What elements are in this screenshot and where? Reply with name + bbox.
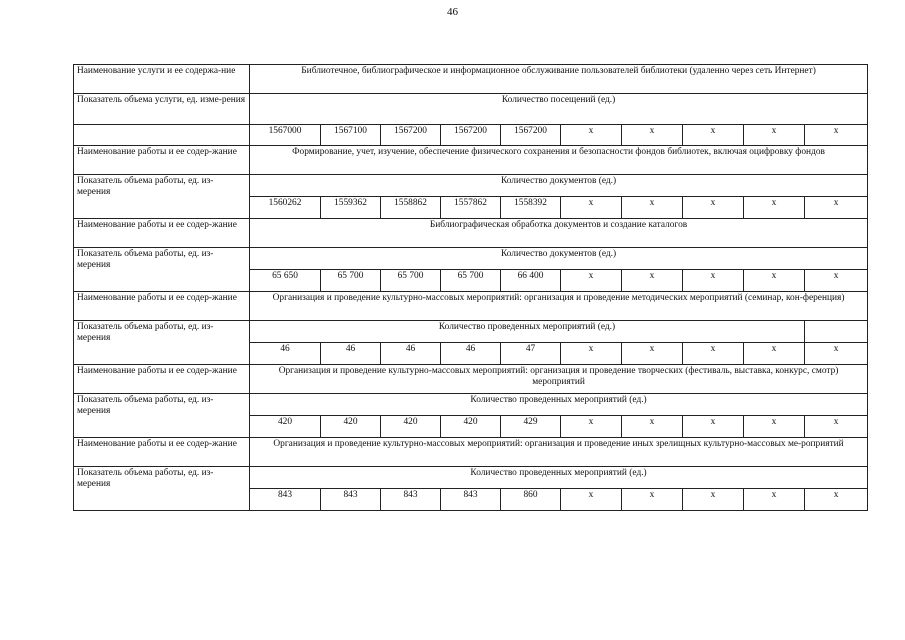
indicator-row [74,94,868,125]
value-cell: х [683,343,744,365]
value-cell: 65 650 [250,270,321,292]
service-description: Организация и проведение культурно-массовых мероприятий: организация и проведение творческих (фестиваль, выставка, конкурс, смотр) мероприятий [250,365,868,394]
value-cell: х [622,489,683,511]
value-cell: х [622,125,683,146]
value-cell: 843 [250,489,321,511]
indicator-row [74,175,868,197]
value-cell: х [744,197,805,219]
indicator-name: Количество документов (ед.) [250,175,868,197]
value-cell: х [744,125,805,146]
row-label: Наименование работы и ее содер-жание [74,146,250,175]
value-cell: х [805,416,868,438]
service-description: Организация и проведение культурно-массовых мероприятий: организация и проведение иных зрелищных культурно-массовых ме-роприятий [250,438,868,467]
block-name-row [74,219,868,248]
row-label: Наименование работы и ее содер-жание [74,438,250,467]
value-cell: 46 [381,343,441,365]
value-cell: х [622,270,683,292]
value-cell: 46 [321,343,381,365]
indicator-name: Количество проведенных мероприятий (ед.) [250,394,868,416]
value-cell: 1559362 [321,197,381,219]
value-cell: 843 [381,489,441,511]
value-cell: х [683,416,744,438]
value-cell: 420 [381,416,441,438]
service-description: Формирование, учет, изучение, обеспечение физического сохранения и безопасности фондов библиотек, включая оцифровку фондов [250,146,868,175]
value-cell: 1567200 [501,125,561,146]
indicator-row [74,321,868,343]
value-cell: х [622,197,683,219]
value-cell: 66 400 [501,270,561,292]
row-label: Наименование работы и ее содер-жание [74,292,250,321]
value-cell: х [805,270,868,292]
value-cell: х [561,197,622,219]
value-cell: 65 700 [381,270,441,292]
value-cell: 65 700 [441,270,501,292]
value-cell: 46 [250,343,321,365]
services-table [73,64,868,511]
indicator-label: Показатель объема работы, ед. из-мерения [74,248,250,292]
value-cell: х [683,489,744,511]
value-cell: х [683,197,744,219]
value-cell: х [683,125,744,146]
value-cell: х [561,343,622,365]
value-cell: 1560262 [250,197,321,219]
indicator-label: Показатель объема работы, ед. из-мерения [74,467,250,511]
value-cell: х [805,197,868,219]
value-cell: 843 [321,489,381,511]
value-cell: х [683,270,744,292]
row-label: Наименование работы и ее содер-жание [74,219,250,248]
value-cell: 1558392 [501,197,561,219]
value-cell: 429 [501,416,561,438]
value-cell: 1557862 [441,197,501,219]
block-name-row [74,146,868,175]
value-cell: 1567200 [381,125,441,146]
indicator-row [74,467,868,489]
value-cell: 46 [441,343,501,365]
value-cell: 1567100 [321,125,381,146]
value-cell: х [622,416,683,438]
value-cell: 1567000 [250,125,321,146]
indicator-label: Показатель объема услуги, ед. изме-рения [74,94,250,125]
value-cell: х [561,270,622,292]
value-cell: х [744,489,805,511]
row-label: Наименование услуги и ее содержа-ние [74,65,250,94]
row-label: Наименование работы и ее содер-жание [74,365,250,394]
value-cell: х [744,416,805,438]
indicator-name: Количество проведенных мероприятий (ед.) [250,467,868,489]
value-cell: 1567200 [441,125,501,146]
indicator-row [74,394,868,416]
indicator-label: Показатель объема работы, ед. из-мерения [74,175,250,219]
indicator-name: Количество документов (ед.) [250,248,868,270]
page-number: 46 [447,6,458,18]
indicator-name: Количество посещений (ед.) [250,94,868,125]
value-cell: 420 [441,416,501,438]
value-cell: х [561,125,622,146]
value-cell: 47 [501,343,561,365]
block-name-row [74,292,868,321]
value-cell: х [805,125,868,146]
value-cell: х [622,343,683,365]
block-name-row [74,438,868,467]
indicator-name: Количество проведенных мероприятий (ед.) [250,321,805,343]
value-cell: 420 [250,416,321,438]
value-cell: х [805,489,868,511]
service-description: Библиотечное, библиографическое и информационное обслуживание пользователей библиотеки (удаленно через сеть Интернет) [250,65,868,94]
values-row [74,125,868,146]
value-cell: 420 [321,416,381,438]
empty-label-cell [74,125,250,146]
service-description: Организация и проведение культурно-массовых мероприятий: организация и проведение методических мероприятий (семинар, кон-ференция) [250,292,868,321]
value-cell: х [744,343,805,365]
block-name-row [74,365,868,394]
value-cell: 65 700 [321,270,381,292]
value-cell: х [744,270,805,292]
block-name-row [74,65,868,94]
table-body [74,65,868,511]
value-cell: 1558862 [381,197,441,219]
value-cell: х [805,343,868,365]
value-cell: х [561,489,622,511]
value-cell: х [561,416,622,438]
service-description: Библиографическая обработка документов и создание каталогов [250,219,868,248]
empty-cell [805,321,868,343]
indicator-label: Показатель объема работы, ед. из-мерения [74,321,250,365]
value-cell: 843 [441,489,501,511]
value-cell: 860 [501,489,561,511]
indicator-label: Показатель объема работы, ед. из-мерения [74,394,250,438]
indicator-row [74,248,868,270]
